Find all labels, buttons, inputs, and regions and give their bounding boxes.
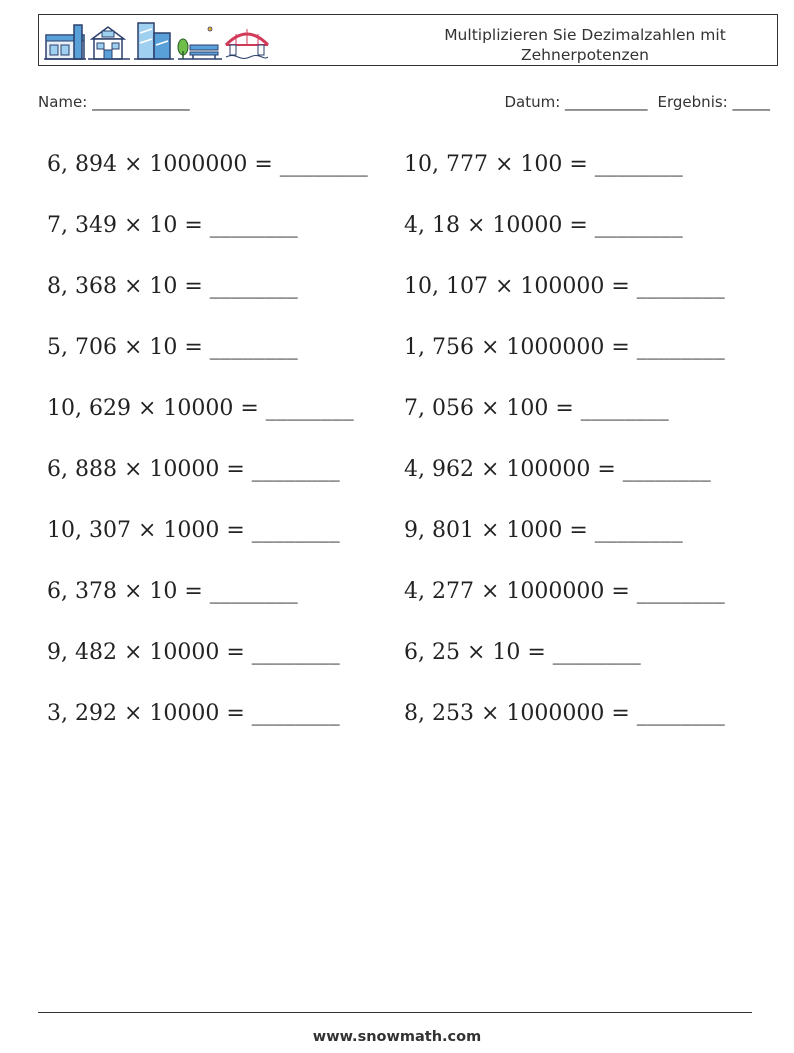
problem-7-2: 9, 801 × 1000 = ________ bbox=[404, 518, 683, 543]
problem-2-1: 7, 349 × 10 = ________ bbox=[47, 213, 298, 238]
header-illustrations bbox=[44, 21, 269, 61]
date-score-fields bbox=[504, 93, 770, 111]
problem-8-1: 6, 378 × 10 = ________ bbox=[47, 579, 298, 604]
problem-2-2: 4, 18 × 10000 = ________ bbox=[404, 213, 683, 238]
problem-6-2: 4, 962 × 100000 = ________ bbox=[404, 457, 711, 482]
problem-9-1: 9, 482 × 10000 = ________ bbox=[47, 640, 340, 665]
problem-8-2: 4, 277 × 1000000 = ________ bbox=[404, 579, 725, 604]
office-tower-icon bbox=[134, 23, 174, 59]
date-field: Datum: ___________ bbox=[504, 93, 648, 111]
problem-7-1: 10, 307 × 1000 = ________ bbox=[47, 518, 340, 543]
bridge-icon bbox=[226, 29, 268, 59]
footer-divider bbox=[38, 1012, 752, 1013]
problem-3-1: 8, 368 × 10 = ________ bbox=[47, 274, 298, 299]
name-field: Name: _____________ bbox=[38, 93, 190, 111]
problem-4-1: 5, 706 × 10 = ________ bbox=[47, 335, 298, 360]
problem-5-1: 10, 629 × 10000 = ________ bbox=[47, 396, 354, 421]
problem-3-2: 10, 107 × 100000 = ________ bbox=[404, 274, 725, 299]
worksheet-header bbox=[38, 14, 778, 66]
problem-4-2: 1, 756 × 1000000 = ________ bbox=[404, 335, 725, 360]
problem-5-2: 7, 056 × 100 = ________ bbox=[404, 396, 669, 421]
park-bench-icon bbox=[178, 27, 222, 59]
score-field: Ergebnis: _____ bbox=[657, 93, 770, 111]
problem-1-1: 6, 894 × 1000000 = ________ bbox=[47, 152, 368, 177]
shop-building-icon bbox=[44, 25, 86, 59]
problem-6-1: 6, 888 × 10000 = ________ bbox=[47, 457, 340, 482]
worksheet-title: Multiplizieren Sie Dezimalzahlen mit Zehnerpotenzen bbox=[444, 26, 726, 64]
problem-9-2: 6, 25 × 10 = ________ bbox=[404, 640, 641, 665]
house-icon bbox=[88, 27, 130, 59]
problem-10-2: 8, 253 × 1000000 = ________ bbox=[404, 701, 725, 726]
problem-1-2: 10, 777 × 100 = ________ bbox=[404, 152, 683, 177]
problem-10-1: 3, 292 × 10000 = ________ bbox=[47, 701, 340, 726]
footer-url: www.snowmath.com bbox=[312, 1029, 482, 1045]
